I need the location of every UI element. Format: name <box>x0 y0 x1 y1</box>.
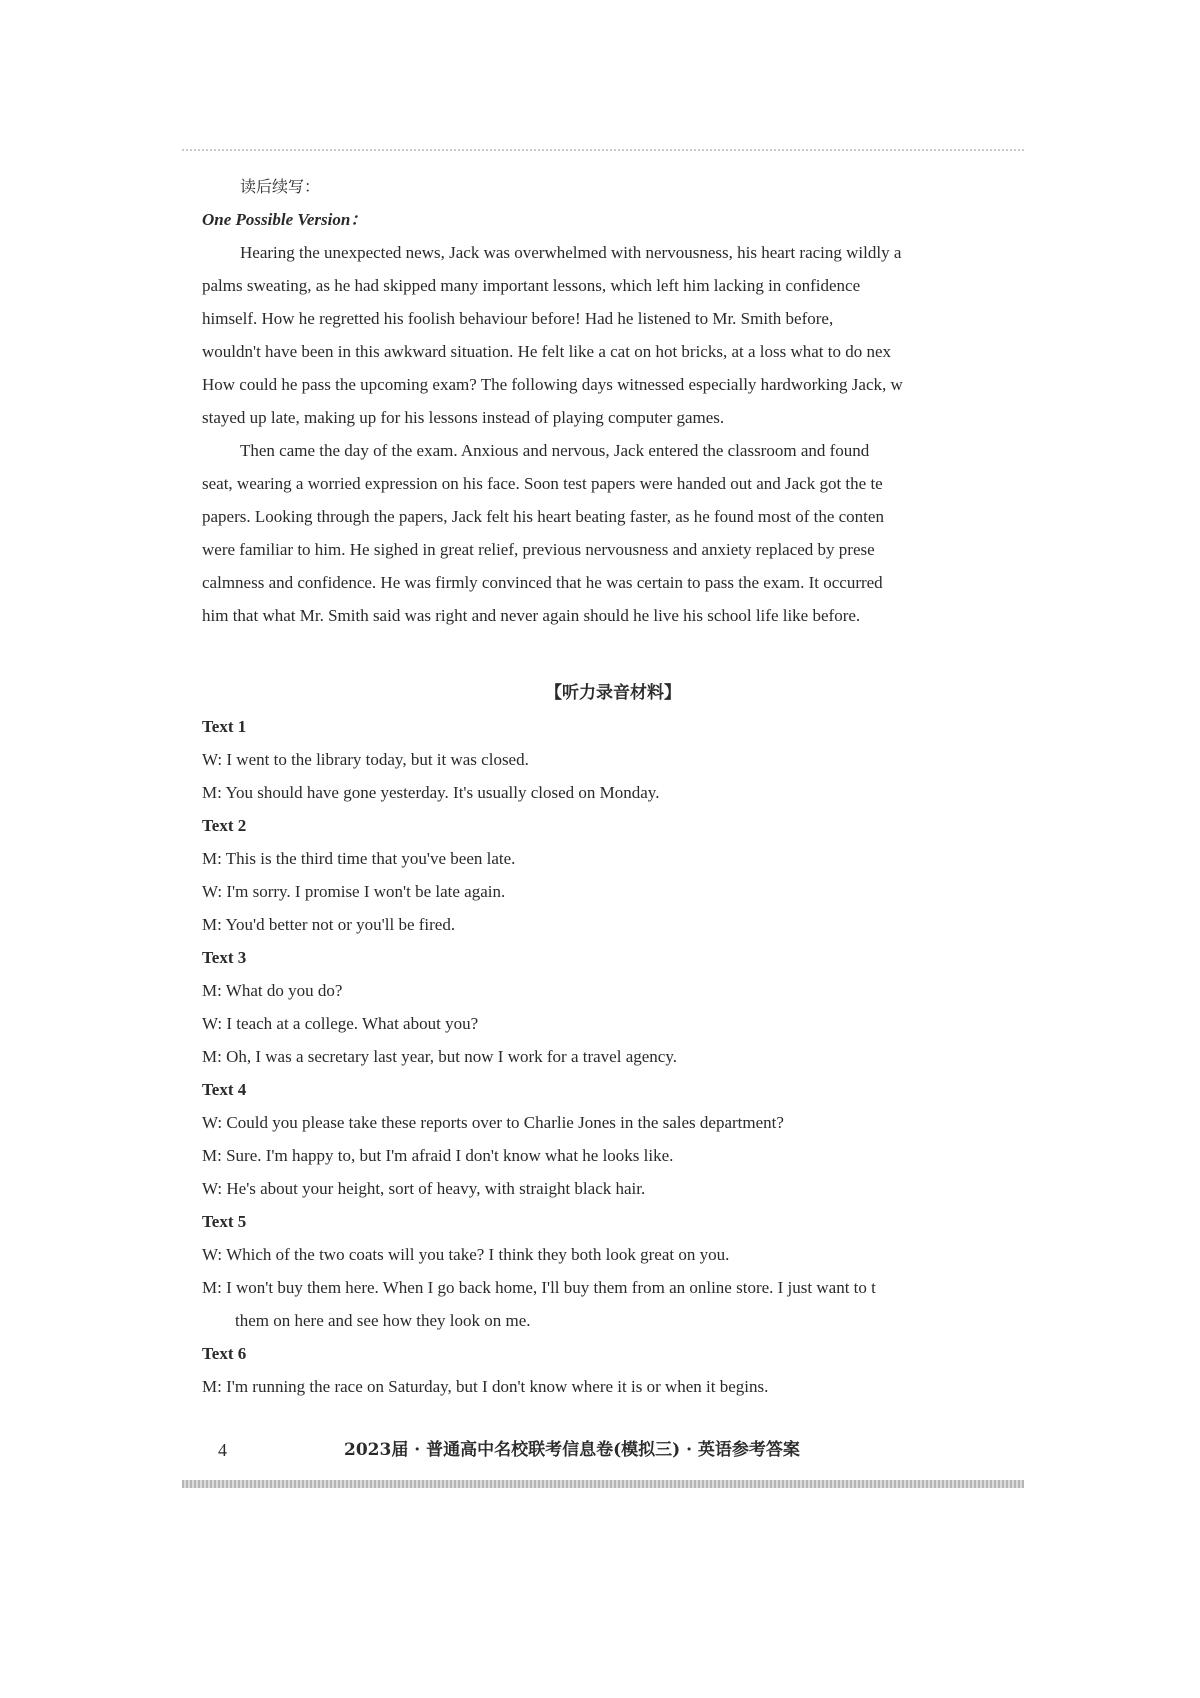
dialogue-line: M: You'd better not or you'll be fired. <box>202 915 456 934</box>
bottom-divider <box>182 1480 1024 1488</box>
text-heading: Text 3 <box>202 948 247 967</box>
version-label: One Possible Version： <box>202 210 368 229</box>
text-heading: Text 2 <box>202 816 247 835</box>
essay-line: seat, wearing a worried expression on his face. Soon test papers were handed out and Jack got the te <box>202 474 883 493</box>
essay-line: Then came the day of the exam. Anxious and nervous, Jack entered the classroom and found <box>240 441 870 460</box>
dialogue-line: M: What do you do? <box>202 981 343 1000</box>
dialogue-line: M: I won't buy them here. When I go back home, I'll buy them from an online store. I just want to t <box>202 1278 876 1297</box>
dialogue-line: W: He's about your height, sort of heavy, with straight black hair. <box>202 1179 646 1198</box>
listening-text-4 <box>202 1073 1024 1205</box>
listening-text-1 <box>202 710 1024 809</box>
section-label-continuation-writing: 读后续写： <box>240 177 321 196</box>
dialogue-line: W: I'm sorry. I promise I won't be late again. <box>202 882 506 901</box>
essay-line: him that what Mr. Smith said was right and never again should he live his school life like before. <box>202 606 861 625</box>
text-heading: Text 5 <box>202 1212 247 1231</box>
listening-text-5 <box>202 1205 1024 1337</box>
essay-line: calmness and confidence. He was firmly convinced that he was certain to pass the exam. It occurred <box>202 573 883 592</box>
essay-line: Hearing the unexpected news, Jack was overwhelmed with nervousness, his heart racing wildly a <box>240 243 902 262</box>
dialogue-line: W: Which of the two coats will you take? I think they both look great on you. <box>202 1245 730 1264</box>
page-number: 4 <box>218 1440 227 1460</box>
essay-line: wouldn't have been in this awkward situation. He felt like a cat on hot bricks, at a loss what to do nex <box>202 342 892 361</box>
listening-text-6 <box>202 1337 1024 1403</box>
essay-paragraph-1 <box>202 236 1024 434</box>
text-heading: Text 6 <box>202 1344 247 1363</box>
text-heading: Text 4 <box>202 1080 247 1099</box>
dialogue-line: M: This is the third time that you've been late. <box>202 849 516 868</box>
listening-text-3 <box>202 941 1024 1073</box>
dialogue-line: M: I'm running the race on Saturday, but I don't know where it is or when it begins. <box>202 1377 769 1396</box>
dialogue-line: M: You should have gone yesterday. It's usually closed on Monday. <box>202 783 660 802</box>
essay-line: were familiar to him. He sighed in great relief, previous nervousness and anxiety replaced by prese <box>202 540 875 559</box>
dialogue-line-continuation: them on here and see how they look on me. <box>235 1311 531 1330</box>
dialogue-line: W: Could you please take these reports over to Charlie Jones in the sales department? <box>202 1113 784 1132</box>
footer-title: 2023届 · 普通高中名校联考信息卷(模拟三) · 英语参考答案 <box>344 1440 800 1460</box>
dialogue-line: W: I teach at a college. What about you? <box>202 1014 479 1033</box>
listening-section-title: 【听力录音材料】 <box>545 683 681 703</box>
essay-line: papers. Looking through the papers, Jack felt his heart beating faster, as he found most of the conten <box>202 507 884 526</box>
page-content <box>202 170 1024 1403</box>
top-divider <box>182 149 1024 151</box>
dialogue-line: M: Oh, I was a secretary last year, but now I work for a travel agency. <box>202 1047 677 1066</box>
essay-paragraph-2 <box>202 434 1024 632</box>
page-footer <box>218 1435 918 1465</box>
essay-line: How could he pass the upcoming exam? The following days witnessed especially hardworking Jack, w <box>202 375 903 394</box>
essay-line: himself. How he regretted his foolish behaviour before! Had he listened to Mr. Smith before, <box>202 309 834 328</box>
dialogue-line: M: Sure. I'm happy to, but I'm afraid I don't know what he looks like. <box>202 1146 674 1165</box>
dialogue-line: W: I went to the library today, but it was closed. <box>202 750 529 769</box>
essay-line: palms sweating, as he had skipped many important lessons, which left him lacking in confidence <box>202 276 861 295</box>
listening-text-2 <box>202 809 1024 941</box>
text-heading: Text 1 <box>202 717 247 736</box>
essay-line: stayed up late, making up for his lessons instead of playing computer games. <box>202 408 725 427</box>
